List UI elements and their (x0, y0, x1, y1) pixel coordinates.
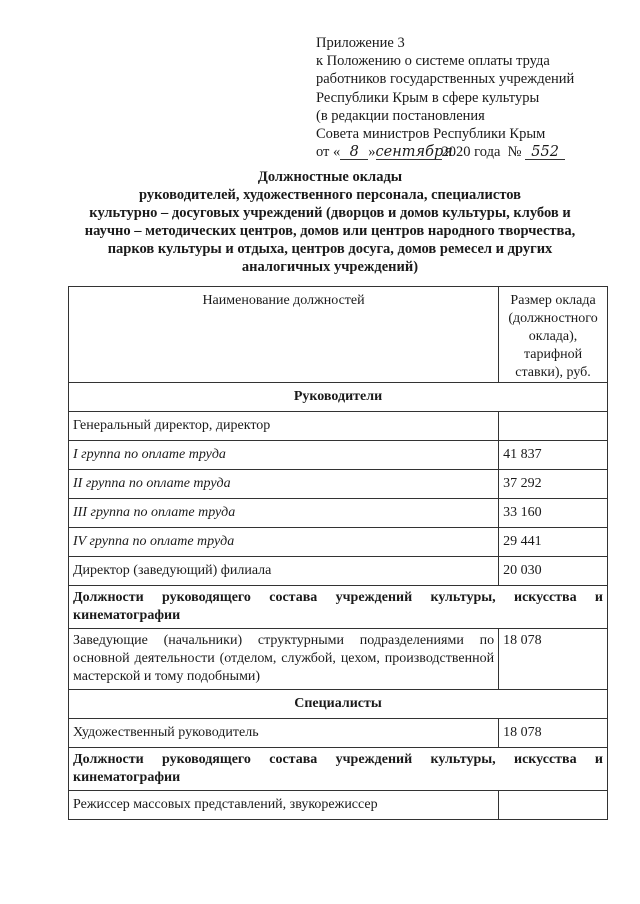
header-position-name: Наименование должностей (69, 287, 499, 383)
subsection-heads: Должности руководящего состава учреждений культуры, искусства и кинематографии (69, 586, 608, 629)
title-line: парков культуры и отдыха, центров досуга, домов ремесел и других (107, 241, 553, 258)
salary-value: 33 160 (499, 499, 608, 528)
appendix-line: работников государственных учреждений (316, 71, 575, 88)
table-row (69, 791, 608, 820)
subsection-specialists: Должности руководящего состава учреждений культуры, искусства и кинематографии (69, 748, 608, 791)
salary-value: 41 837 (499, 441, 608, 470)
appendix-line: (в редакции постановления (316, 107, 485, 124)
salary-value (499, 412, 608, 441)
handwritten-number: 552 (525, 145, 565, 160)
table-row (69, 499, 608, 528)
salary-table (68, 286, 608, 820)
date-quote-close: » (368, 144, 376, 161)
table-row (69, 557, 608, 586)
position-name: Генеральный директор, директор (69, 412, 499, 441)
section-row (69, 383, 608, 412)
title-line: аналогичных учреждений) (241, 259, 419, 276)
salary-value: 37 292 (499, 470, 608, 499)
salary-value: 20 030 (499, 557, 608, 586)
appendix-line: к Положению о системе оплаты труда (316, 53, 550, 70)
title-line: культурно – досуговых учреждений (дворцов и домов культуры, клубов и (89, 205, 571, 222)
appendix-header (316, 34, 616, 161)
position-name: I группа по оплате труда (69, 441, 499, 470)
table-row (69, 719, 608, 748)
subsection-row (69, 748, 608, 791)
position-name: Художественный руководитель (69, 719, 499, 748)
table-row (69, 629, 608, 690)
table-header-row (69, 287, 608, 383)
subsection-row (69, 586, 608, 629)
position-name: Директор (заведующий) филиала (69, 557, 499, 586)
position-name: IV группа по оплате труда (69, 528, 499, 557)
title-line: научно – методических центров, домов или центров народного творчества, (84, 223, 576, 240)
section-row (69, 690, 608, 719)
header-salary-size: Размер оклада (должностного оклада), тарифной ставки), руб. (499, 287, 608, 383)
position-name: Режиссер массовых представлений, звукорежиссер (69, 791, 499, 820)
date-year: 2020 года (441, 144, 501, 161)
date-prefix: от « (316, 144, 341, 161)
appendix-line: Приложение 3 (316, 35, 405, 51)
table-row (69, 470, 608, 499)
salary-value: 18 078 (499, 629, 608, 690)
date-line (316, 143, 616, 161)
table-row (69, 412, 608, 441)
salary-value (499, 791, 608, 820)
position-name: Заведующие (начальники) структурными подразделениями по основной деятельности (отделом, службой, цехом, производственной мастерской и тому подобными) (69, 629, 499, 690)
appendix-line: Республики Крым в сфере культуры (316, 89, 540, 106)
table-row (69, 441, 608, 470)
title-line: Должностные оклады (257, 169, 403, 185)
title-line: руководителей, художественного персонала, специалистов (138, 187, 522, 204)
number-label: № (507, 144, 522, 161)
handwritten-day: 8 (340, 145, 368, 160)
position-name: II группа по оплате труда (69, 470, 499, 499)
handwritten-month: сентября (375, 144, 453, 161)
position-name: III группа по оплате труда (69, 499, 499, 528)
salary-value: 29 441 (499, 528, 608, 557)
section-specialists: Специалисты (69, 690, 608, 719)
document-title (60, 168, 600, 277)
table-row (69, 528, 608, 557)
appendix-line: Совета министров Республики Крым (316, 126, 546, 143)
section-heads: Руководители (69, 383, 608, 412)
salary-value: 18 078 (499, 719, 608, 748)
